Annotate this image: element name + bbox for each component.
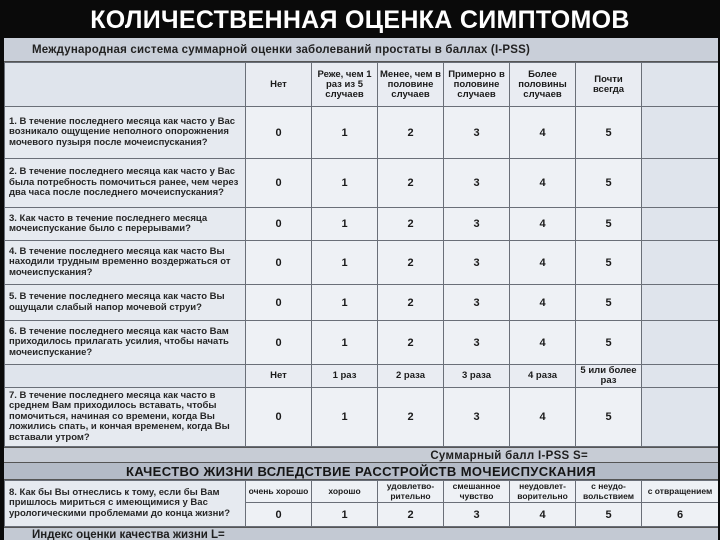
col-header: 1 раз bbox=[312, 365, 378, 388]
score-option[interactable]: 5 bbox=[576, 107, 642, 159]
question-text: 3. Как часто в течение последнего месяца мочеиспускание было с перерывами? bbox=[5, 208, 246, 241]
slide-title: КОЛИЧЕСТВЕННАЯ ОЦЕНКА СИМПТОМОВ bbox=[90, 6, 630, 34]
col-header: Нет bbox=[246, 365, 312, 388]
answer-cell[interactable] bbox=[642, 107, 719, 159]
score-option[interactable]: 1 bbox=[312, 107, 378, 159]
question-row bbox=[5, 241, 719, 285]
score-option[interactable]: 0 bbox=[246, 321, 312, 365]
score-option[interactable]: 5 bbox=[576, 159, 642, 208]
nocturia-header-row bbox=[5, 365, 719, 388]
score-option[interactable]: 2 bbox=[378, 241, 444, 285]
score-option[interactable]: 5 bbox=[576, 208, 642, 241]
qol-option-label: очень хорошо bbox=[246, 481, 312, 503]
qol-option-label: с отвращением bbox=[642, 481, 719, 503]
question-row bbox=[5, 388, 719, 447]
answer-cell[interactable] bbox=[642, 208, 719, 241]
score-option[interactable]: 3 bbox=[444, 107, 510, 159]
score-option[interactable]: 3 bbox=[444, 388, 510, 447]
score-option[interactable]: 2 bbox=[378, 285, 444, 321]
score-option[interactable]: 3 bbox=[444, 241, 510, 285]
score-option[interactable]: 1 bbox=[312, 503, 378, 527]
score-option[interactable]: 5 bbox=[576, 321, 642, 365]
answer-cell[interactable] bbox=[642, 159, 719, 208]
score-option[interactable]: 1 bbox=[312, 388, 378, 447]
answer-cell[interactable] bbox=[642, 285, 719, 321]
col-header: 3 раза bbox=[444, 365, 510, 388]
score-option[interactable]: 5 bbox=[576, 388, 642, 447]
col-header: Почти всегда bbox=[576, 63, 642, 107]
score-option[interactable]: 1 bbox=[312, 241, 378, 285]
col-header: 4 раза bbox=[510, 365, 576, 388]
score-option[interactable]: 1 bbox=[312, 285, 378, 321]
score-option[interactable]: 0 bbox=[246, 159, 312, 208]
question-text: 5. В течение последнего месяца как часто Вы ощущали слабый напор мочевой струи? bbox=[5, 285, 246, 321]
qol-options-row bbox=[5, 481, 719, 503]
corner-cell bbox=[5, 63, 246, 107]
score-option[interactable]: 3 bbox=[444, 503, 510, 527]
score-option[interactable]: 4 bbox=[510, 159, 576, 208]
col-header: Менее, чем в половине случаев bbox=[378, 63, 444, 107]
score-option[interactable]: 0 bbox=[246, 388, 312, 447]
score-option[interactable]: 2 bbox=[378, 503, 444, 527]
answer-cell[interactable] bbox=[642, 388, 719, 447]
question-row bbox=[5, 159, 719, 208]
score-option[interactable]: 6 bbox=[642, 503, 719, 527]
col-header: 5 или более раз bbox=[576, 365, 642, 388]
score-option[interactable]: 0 bbox=[246, 503, 312, 527]
score-option[interactable]: 1 bbox=[312, 208, 378, 241]
col-header: Реже, чем 1 раз из 5 случаев bbox=[312, 63, 378, 107]
score-option[interactable]: 1 bbox=[312, 159, 378, 208]
answer-cell[interactable] bbox=[642, 241, 719, 285]
score-option[interactable]: 0 bbox=[246, 285, 312, 321]
score-option[interactable]: 2 bbox=[378, 388, 444, 447]
score-option[interactable]: 0 bbox=[246, 241, 312, 285]
score-option[interactable]: 0 bbox=[246, 208, 312, 241]
question-row bbox=[5, 321, 719, 365]
question-text: 2. В течение последнего месяца как часто у Вас была потребность помочиться ранее, чем через два часа после последнего мочеиспускания? bbox=[5, 159, 246, 208]
qol-index: Индекс оценки качества жизни L= bbox=[4, 527, 718, 540]
score-option[interactable]: 3 bbox=[444, 208, 510, 241]
question-text: 7. В течение последнего месяца как часто в среднем Вам приходилось вставать, чтобы помочиться, начиная со времени, когда Вы ложились спать, и кончая временем, когда Вы вставали утром? bbox=[5, 388, 246, 447]
score-option[interactable]: 4 bbox=[510, 107, 576, 159]
score-option[interactable]: 2 bbox=[378, 107, 444, 159]
qol-option-label: неудовлет-ворительно bbox=[510, 481, 576, 503]
ipss-questionnaire bbox=[4, 38, 718, 540]
qol-table bbox=[4, 480, 718, 527]
answer-cell[interactable] bbox=[642, 321, 719, 365]
spacer-cell bbox=[642, 63, 719, 107]
column-header-row bbox=[5, 63, 719, 107]
score-option[interactable]: 2 bbox=[378, 159, 444, 208]
score-option[interactable]: 2 bbox=[378, 208, 444, 241]
question-text: 1. В течение последнего месяца как часто у Вас возникало ощущение неполного опорожнения мочевого пузыря после мочеиспускания? bbox=[5, 107, 246, 159]
qol-option-label: с неудо-вольствием bbox=[576, 481, 642, 503]
score-option[interactable]: 5 bbox=[576, 241, 642, 285]
question-row bbox=[5, 107, 719, 159]
question-row bbox=[5, 285, 719, 321]
col-header: 2 раза bbox=[378, 365, 444, 388]
ipss-header: Международная система суммарной оценки заболеваний простаты в баллах (I-PSS) bbox=[4, 38, 718, 62]
score-option[interactable]: 3 bbox=[444, 321, 510, 365]
score-option[interactable]: 4 bbox=[510, 503, 576, 527]
question-text: 8. Как бы Вы отнеслись к тому, если бы Вам пришлось мириться с имеющимися у Вас урологическими проблемами до конца жизни? bbox=[5, 481, 246, 527]
col-header: Более половины случаев bbox=[510, 63, 576, 107]
question-row bbox=[5, 208, 719, 241]
spacer-cell bbox=[642, 365, 719, 388]
score-option[interactable]: 5 bbox=[576, 285, 642, 321]
qol-option-label: хорошо bbox=[312, 481, 378, 503]
score-option[interactable]: 2 bbox=[378, 321, 444, 365]
qol-option-label: смешанное чувство bbox=[444, 481, 510, 503]
question-text: 4. В течение последнего месяца как часто Вы находили трудным временно воздержаться от мочеиспускания? bbox=[5, 241, 246, 285]
score-option[interactable]: 3 bbox=[444, 285, 510, 321]
qol-option-label: удовлетво-рительно bbox=[378, 481, 444, 503]
col-header: Нет bbox=[246, 63, 312, 107]
empty-cell bbox=[5, 365, 246, 388]
score-option[interactable]: 4 bbox=[510, 388, 576, 447]
score-option[interactable]: 0 bbox=[246, 107, 312, 159]
score-option[interactable]: 4 bbox=[510, 241, 576, 285]
qol-header: КАЧЕСТВО ЖИЗНИ ВСЛЕДСТВИЕ РАССТРОЙСТВ МОЧЕИСПУСКАНИЯ bbox=[4, 463, 718, 480]
score-option[interactable]: 4 bbox=[510, 208, 576, 241]
col-header: Примерно в половине случаев bbox=[444, 63, 510, 107]
ipss-table bbox=[4, 62, 718, 447]
ipss-total: Суммарный балл I-PSS S= bbox=[4, 447, 718, 463]
score-option[interactable]: 3 bbox=[444, 159, 510, 208]
question-text: 6. В течение последнего месяца как часто Вам приходилось прилагать усилия, чтобы начать мочеиспускание? bbox=[5, 321, 246, 365]
score-option[interactable]: 5 bbox=[576, 503, 642, 527]
score-option[interactable]: 1 bbox=[312, 321, 378, 365]
score-option[interactable]: 4 bbox=[510, 321, 576, 365]
score-option[interactable]: 4 bbox=[510, 285, 576, 321]
